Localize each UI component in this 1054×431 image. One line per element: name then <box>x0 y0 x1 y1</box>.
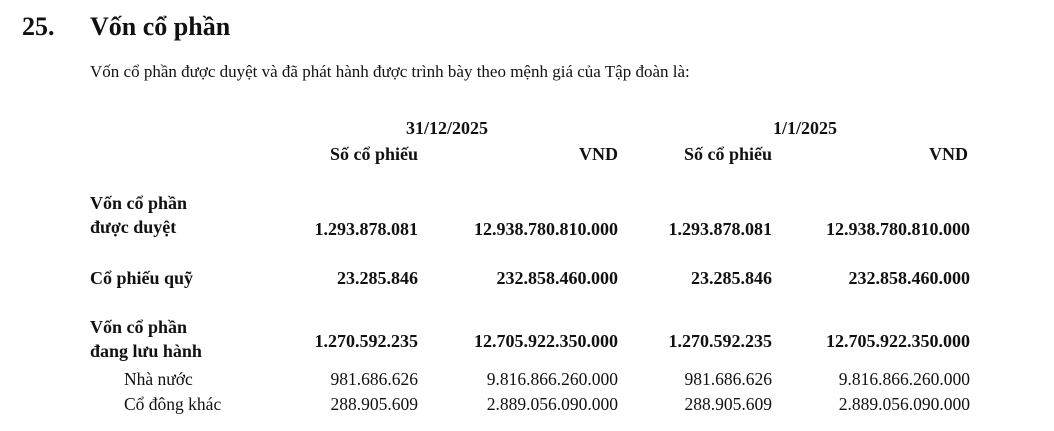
row-label-outstanding-line2: đang lưu hành <box>90 341 202 361</box>
note-title: Vốn cổ phần <box>90 12 231 41</box>
cell-authorised-shares-1: 1.293.878.081 <box>314 219 418 239</box>
cell-state-vnd-1: 9.816.866.260.000 <box>486 369 618 389</box>
row-label-treasury: Cổ phiếu quỹ <box>90 268 194 288</box>
cell-outstanding-vnd-2: 12.705.922.350.000 <box>826 331 970 351</box>
row-label-authorised-line1: Vốn cổ phần <box>90 193 188 213</box>
note-heading <box>22 12 230 42</box>
cell-authorised-vnd-2: 12.938.780.810.000 <box>826 219 970 239</box>
cell-outstanding-shares-1: 1.270.592.235 <box>314 331 418 351</box>
col-header-shares-1: Số cổ phiếu <box>329 144 418 164</box>
row-label-outstanding-line1: Vốn cổ phần <box>90 317 188 337</box>
cell-treasury-vnd-1: 232.858.460.000 <box>496 268 618 288</box>
cell-other-vnd-1: 2.889.056.090.000 <box>486 394 618 414</box>
cell-authorised-vnd-1: 12.938.780.810.000 <box>474 219 618 239</box>
subrow-label-state: Nhà nước <box>124 369 193 389</box>
cell-treasury-shares-1: 23.285.846 <box>337 268 418 288</box>
cell-other-vnd-2: 2.889.056.090.000 <box>838 394 970 414</box>
note-number: 25. <box>22 12 55 41</box>
cell-outstanding-shares-2: 1.270.592.235 <box>668 331 772 351</box>
cell-authorised-shares-2: 1.293.878.081 <box>668 219 772 239</box>
col-header-vnd-1: VND <box>579 144 618 164</box>
cell-state-shares-2: 981.686.626 <box>684 369 772 389</box>
cell-treasury-shares-2: 23.285.846 <box>691 268 772 288</box>
col-header-shares-2: Số cổ phiếu <box>683 144 772 164</box>
subrow-label-other-shareholders: Cổ đông khác <box>124 394 222 414</box>
cell-state-shares-1: 981.686.626 <box>330 369 418 389</box>
cell-treasury-vnd-2: 232.858.460.000 <box>848 268 970 288</box>
period-header-2: 1/1/2025 <box>772 118 837 138</box>
period-header-1: 31/12/2025 <box>405 118 488 138</box>
cell-other-shares-1: 288.905.609 <box>330 394 418 414</box>
cell-other-shares-2: 288.905.609 <box>684 394 772 414</box>
col-header-vnd-2: VND <box>929 144 968 164</box>
cell-state-vnd-2: 9.816.866.260.000 <box>838 369 970 389</box>
cell-outstanding-vnd-1: 12.705.922.350.000 <box>474 331 618 351</box>
intro-text: Vốn cổ phần được duyệt và đã phát hành được trình bày theo mệnh giá của Tập đoàn là: <box>90 62 690 81</box>
row-label-authorised-line2: được duyệt <box>90 217 177 237</box>
